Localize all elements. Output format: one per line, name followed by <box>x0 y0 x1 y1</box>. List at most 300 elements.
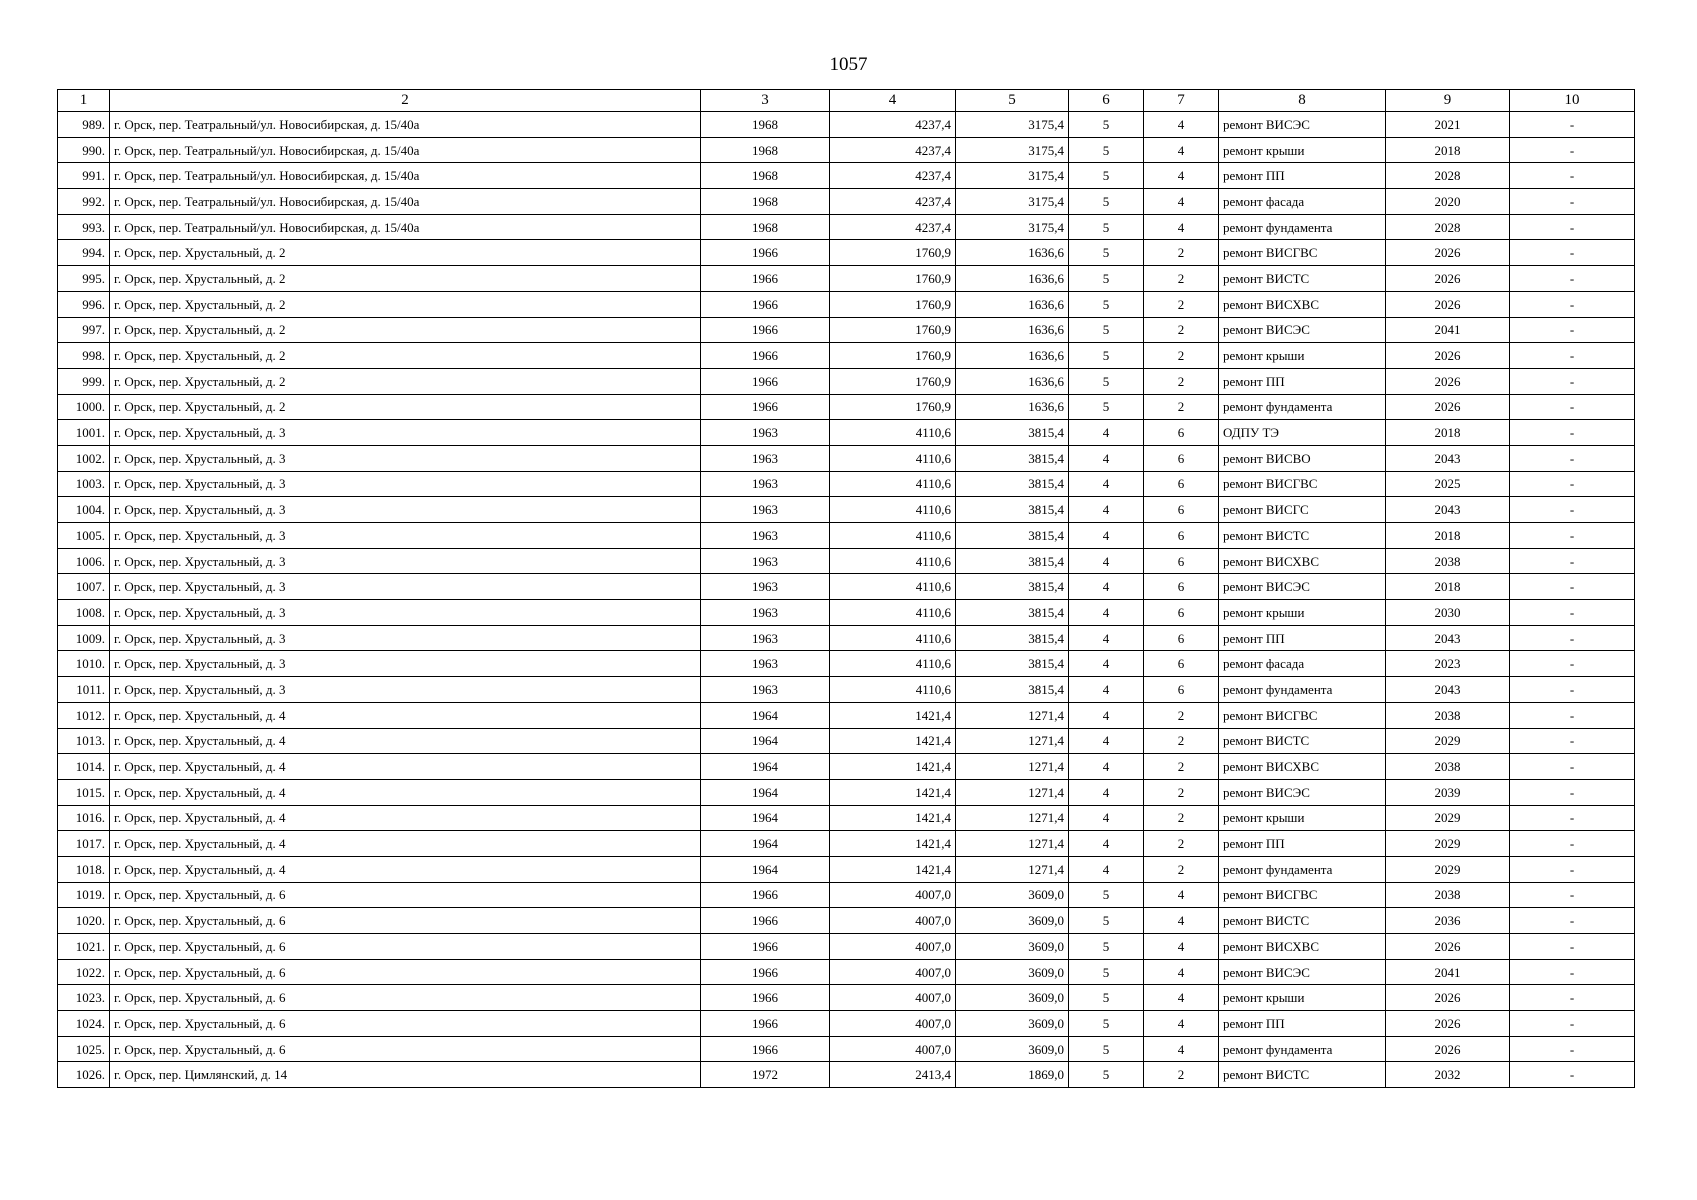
cell-year-built: 1964 <box>701 728 830 754</box>
cell-work-type: ОДПУ ТЭ <box>1219 420 1386 446</box>
table-row <box>58 625 1635 651</box>
cell-planned-year: 2026 <box>1386 1011 1510 1037</box>
cell-entrances: 6 <box>1144 574 1219 600</box>
cell-year-built: 1966 <box>701 291 830 317</box>
table-row <box>58 856 1635 882</box>
cell-work-type: ремонт ПП <box>1219 368 1386 394</box>
cell-planned-year: 2038 <box>1386 548 1510 574</box>
cell-entrances: 2 <box>1144 1062 1219 1088</box>
column-header-1: 1 <box>58 90 110 112</box>
cell-year-built: 1966 <box>701 266 830 292</box>
cell-year-built: 1963 <box>701 497 830 523</box>
cell-living-area: 1271,4 <box>956 831 1069 857</box>
page-number: 1057 <box>829 54 868 75</box>
cell-entrances: 4 <box>1144 934 1219 960</box>
cell-floors: 5 <box>1069 214 1144 240</box>
cell-total-area: 4110,6 <box>830 471 956 497</box>
table-row <box>58 266 1635 292</box>
cell-address: г. Орск, пер. Хрустальный, д. 4 <box>110 805 701 831</box>
cell-year-built: 1966 <box>701 1011 830 1037</box>
cell-row-number: 999. <box>58 368 110 394</box>
cell-planned-year: 2038 <box>1386 702 1510 728</box>
cell-living-area: 3609,0 <box>956 1011 1069 1037</box>
table-row <box>58 908 1635 934</box>
cell-planned-year: 2038 <box>1386 754 1510 780</box>
cell-total-area: 1421,4 <box>830 754 956 780</box>
cell-entrances: 6 <box>1144 445 1219 471</box>
cell-planned-year: 2018 <box>1386 420 1510 446</box>
cell-note: - <box>1510 497 1635 523</box>
cell-address: г. Орск, пер. Хрустальный, д. 4 <box>110 702 701 728</box>
cell-row-number: 1012. <box>58 702 110 728</box>
cell-entrances: 6 <box>1144 600 1219 626</box>
cell-total-area: 1421,4 <box>830 831 956 857</box>
cell-total-area: 1760,9 <box>830 343 956 369</box>
cell-note: - <box>1510 291 1635 317</box>
cell-year-built: 1964 <box>701 831 830 857</box>
cell-year-built: 1966 <box>701 985 830 1011</box>
cell-year-built: 1968 <box>701 214 830 240</box>
cell-living-area: 1271,4 <box>956 856 1069 882</box>
cell-work-type: ремонт ВИСЭС <box>1219 779 1386 805</box>
cell-note: - <box>1510 343 1635 369</box>
cell-work-type: ремонт крыши <box>1219 137 1386 163</box>
cell-work-type: ремонт фундамента <box>1219 1036 1386 1062</box>
cell-planned-year: 2026 <box>1386 266 1510 292</box>
cell-living-area: 1271,4 <box>956 702 1069 728</box>
cell-row-number: 1009. <box>58 625 110 651</box>
cell-address: г. Орск, пер. Хрустальный, д. 3 <box>110 497 701 523</box>
cell-living-area: 3609,0 <box>956 934 1069 960</box>
cell-total-area: 4237,4 <box>830 137 956 163</box>
cell-total-area: 2413,4 <box>830 1062 956 1088</box>
cell-year-built: 1972 <box>701 1062 830 1088</box>
cell-floors: 4 <box>1069 856 1144 882</box>
cell-entrances: 2 <box>1144 831 1219 857</box>
cell-note: - <box>1510 728 1635 754</box>
cell-note: - <box>1510 985 1635 1011</box>
cell-year-built: 1964 <box>701 856 830 882</box>
cell-living-area: 1636,6 <box>956 291 1069 317</box>
cell-work-type: ремонт ВИСЭС <box>1219 317 1386 343</box>
cell-entrances: 4 <box>1144 959 1219 985</box>
cell-address: г. Орск, пер. Хрустальный, д. 4 <box>110 779 701 805</box>
column-header-10: 10 <box>1510 90 1635 112</box>
cell-total-area: 4110,6 <box>830 574 956 600</box>
cell-note: - <box>1510 754 1635 780</box>
cell-year-built: 1966 <box>701 240 830 266</box>
cell-year-built: 1966 <box>701 959 830 985</box>
cell-note: - <box>1510 368 1635 394</box>
cell-entrances: 2 <box>1144 266 1219 292</box>
cell-work-type: ремонт ВИСХВС <box>1219 291 1386 317</box>
cell-floors: 5 <box>1069 266 1144 292</box>
cell-living-area: 1271,4 <box>956 754 1069 780</box>
cell-total-area: 1760,9 <box>830 266 956 292</box>
cell-row-number: 1018. <box>58 856 110 882</box>
cell-floors: 5 <box>1069 163 1144 189</box>
cell-planned-year: 2026 <box>1386 394 1510 420</box>
cell-floors: 4 <box>1069 728 1144 754</box>
cell-year-built: 1966 <box>701 368 830 394</box>
cell-total-area: 4237,4 <box>830 214 956 240</box>
table-row <box>58 368 1635 394</box>
cell-living-area: 1271,4 <box>956 779 1069 805</box>
cell-row-number: 992. <box>58 189 110 215</box>
cell-entrances: 2 <box>1144 805 1219 831</box>
cell-row-number: 1014. <box>58 754 110 780</box>
cell-entrances: 6 <box>1144 497 1219 523</box>
cell-total-area: 1760,9 <box>830 291 956 317</box>
cell-work-type: ремонт крыши <box>1219 343 1386 369</box>
cell-planned-year: 2028 <box>1386 214 1510 240</box>
column-header-6: 6 <box>1069 90 1144 112</box>
cell-row-number: 1000. <box>58 394 110 420</box>
cell-floors: 4 <box>1069 574 1144 600</box>
cell-year-built: 1966 <box>701 343 830 369</box>
cell-note: - <box>1510 779 1635 805</box>
cell-entrances: 2 <box>1144 856 1219 882</box>
cell-work-type: ремонт ВИСГВС <box>1219 240 1386 266</box>
table-row <box>58 805 1635 831</box>
cell-living-area: 1636,6 <box>956 343 1069 369</box>
cell-row-number: 1021. <box>58 934 110 960</box>
cell-row-number: 1019. <box>58 882 110 908</box>
cell-planned-year: 2043 <box>1386 445 1510 471</box>
table-row <box>58 137 1635 163</box>
cell-address: г. Орск, пер. Хрустальный, д. 6 <box>110 1011 701 1037</box>
cell-note: - <box>1510 445 1635 471</box>
cell-living-area: 1636,6 <box>956 266 1069 292</box>
cell-address: г. Орск, пер. Театральный/ул. Новосибирская, д. 15/40а <box>110 189 701 215</box>
cell-year-built: 1966 <box>701 882 830 908</box>
cell-work-type: ремонт ВИСГВС <box>1219 702 1386 728</box>
cell-year-built: 1963 <box>701 651 830 677</box>
cell-year-built: 1968 <box>701 137 830 163</box>
cell-address: г. Орск, пер. Хрустальный, д. 6 <box>110 1036 701 1062</box>
cell-planned-year: 2043 <box>1386 497 1510 523</box>
cell-work-type: ремонт ПП <box>1219 625 1386 651</box>
cell-note: - <box>1510 600 1635 626</box>
cell-year-built: 1963 <box>701 600 830 626</box>
cell-entrances: 4 <box>1144 112 1219 138</box>
cell-row-number: 996. <box>58 291 110 317</box>
cell-planned-year: 2029 <box>1386 831 1510 857</box>
cell-row-number: 1001. <box>58 420 110 446</box>
cell-work-type: ремонт фасада <box>1219 189 1386 215</box>
cell-row-number: 1022. <box>58 959 110 985</box>
cell-living-area: 3815,4 <box>956 471 1069 497</box>
cell-row-number: 1002. <box>58 445 110 471</box>
cell-floors: 4 <box>1069 651 1144 677</box>
cell-address: г. Орск, пер. Хрустальный, д. 4 <box>110 831 701 857</box>
cell-row-number: 995. <box>58 266 110 292</box>
cell-year-built: 1963 <box>701 677 830 703</box>
cell-address: г. Орск, пер. Хрустальный, д. 3 <box>110 523 701 549</box>
cell-row-number: 1006. <box>58 548 110 574</box>
table-row <box>58 728 1635 754</box>
cell-entrances: 4 <box>1144 882 1219 908</box>
cell-note: - <box>1510 805 1635 831</box>
cell-floors: 5 <box>1069 291 1144 317</box>
cell-total-area: 4110,6 <box>830 523 956 549</box>
cell-total-area: 4110,6 <box>830 600 956 626</box>
cell-entrances: 2 <box>1144 291 1219 317</box>
cell-floors: 4 <box>1069 523 1144 549</box>
cell-address: г. Орск, пер. Хрустальный, д. 4 <box>110 856 701 882</box>
table-row <box>58 445 1635 471</box>
table-row <box>58 1011 1635 1037</box>
column-header-3: 3 <box>701 90 830 112</box>
cell-living-area: 1636,6 <box>956 240 1069 266</box>
table-row <box>58 831 1635 857</box>
cell-year-built: 1964 <box>701 754 830 780</box>
cell-row-number: 1023. <box>58 985 110 1011</box>
cell-planned-year: 2030 <box>1386 600 1510 626</box>
cell-living-area: 3175,4 <box>956 214 1069 240</box>
cell-total-area: 4007,0 <box>830 1011 956 1037</box>
cell-address: г. Орск, пер. Театральный/ул. Новосибирская, д. 15/40а <box>110 163 701 189</box>
cell-total-area: 4007,0 <box>830 985 956 1011</box>
cell-planned-year: 2029 <box>1386 728 1510 754</box>
cell-year-built: 1966 <box>701 1036 830 1062</box>
table-row <box>58 420 1635 446</box>
cell-address: г. Орск, пер. Хрустальный, д. 3 <box>110 445 701 471</box>
cell-entrances: 4 <box>1144 163 1219 189</box>
cell-year-built: 1964 <box>701 805 830 831</box>
cell-floors: 5 <box>1069 1036 1144 1062</box>
cell-living-area: 1636,6 <box>956 394 1069 420</box>
cell-floors: 4 <box>1069 420 1144 446</box>
cell-floors: 4 <box>1069 754 1144 780</box>
cell-address: г. Орск, пер. Хрустальный, д. 4 <box>110 754 701 780</box>
cell-address: г. Орск, пер. Хрустальный, д. 3 <box>110 548 701 574</box>
cell-floors: 4 <box>1069 600 1144 626</box>
cell-planned-year: 2038 <box>1386 882 1510 908</box>
cell-planned-year: 2026 <box>1386 368 1510 394</box>
table-row <box>58 497 1635 523</box>
cell-work-type: ремонт крыши <box>1219 985 1386 1011</box>
cell-entrances: 4 <box>1144 189 1219 215</box>
cell-floors: 4 <box>1069 625 1144 651</box>
cell-year-built: 1963 <box>701 574 830 600</box>
cell-planned-year: 2041 <box>1386 317 1510 343</box>
cell-floors: 5 <box>1069 394 1144 420</box>
cell-total-area: 1421,4 <box>830 779 956 805</box>
cell-address: г. Орск, пер. Хрустальный, д. 3 <box>110 471 701 497</box>
cell-note: - <box>1510 112 1635 138</box>
cell-floors: 4 <box>1069 471 1144 497</box>
cell-living-area: 3175,4 <box>956 163 1069 189</box>
cell-total-area: 1760,9 <box>830 368 956 394</box>
cell-note: - <box>1510 959 1635 985</box>
cell-floors: 5 <box>1069 343 1144 369</box>
cell-work-type: ремонт ВИСТС <box>1219 728 1386 754</box>
cell-work-type: ремонт фундамента <box>1219 394 1386 420</box>
cell-address: г. Орск, пер. Хрустальный, д. 6 <box>110 959 701 985</box>
cell-living-area: 3609,0 <box>956 908 1069 934</box>
cell-entrances: 2 <box>1144 754 1219 780</box>
cell-address: г. Орск, пер. Хрустальный, д. 4 <box>110 728 701 754</box>
cell-total-area: 4007,0 <box>830 908 956 934</box>
table-row <box>58 394 1635 420</box>
table-row <box>58 317 1635 343</box>
cell-row-number: 1013. <box>58 728 110 754</box>
cell-address: г. Орск, пер. Театральный/ул. Новосибирская, д. 15/40а <box>110 112 701 138</box>
cell-note: - <box>1510 831 1635 857</box>
cell-entrances: 2 <box>1144 394 1219 420</box>
cell-work-type: ремонт ПП <box>1219 831 1386 857</box>
cell-address: г. Орск, пер. Хрустальный, д. 2 <box>110 368 701 394</box>
cell-row-number: 1010. <box>58 651 110 677</box>
cell-floors: 5 <box>1069 959 1144 985</box>
cell-entrances: 2 <box>1144 728 1219 754</box>
cell-note: - <box>1510 574 1635 600</box>
cell-planned-year: 2043 <box>1386 625 1510 651</box>
cell-floors: 4 <box>1069 548 1144 574</box>
cell-floors: 4 <box>1069 831 1144 857</box>
cell-note: - <box>1510 163 1635 189</box>
table-row <box>58 574 1635 600</box>
cell-address: г. Орск, пер. Хрустальный, д. 6 <box>110 985 701 1011</box>
cell-planned-year: 2026 <box>1386 985 1510 1011</box>
cell-entrances: 4 <box>1144 985 1219 1011</box>
cell-living-area: 3815,4 <box>956 497 1069 523</box>
cell-work-type: ремонт ПП <box>1219 163 1386 189</box>
cell-work-type: ремонт ВИСЭС <box>1219 574 1386 600</box>
cell-living-area: 1636,6 <box>956 317 1069 343</box>
cell-living-area: 3175,4 <box>956 137 1069 163</box>
cell-work-type: ремонт фундамента <box>1219 856 1386 882</box>
cell-address: г. Орск, пер. Хрустальный, д. 2 <box>110 394 701 420</box>
cell-entrances: 4 <box>1144 137 1219 163</box>
cell-year-built: 1966 <box>701 394 830 420</box>
cell-planned-year: 2039 <box>1386 779 1510 805</box>
register-table <box>57 89 1635 1088</box>
cell-floors: 4 <box>1069 497 1144 523</box>
cell-note: - <box>1510 702 1635 728</box>
cell-entrances: 2 <box>1144 779 1219 805</box>
cell-address: г. Орск, пер. Хрустальный, д. 2 <box>110 317 701 343</box>
cell-living-area: 3609,0 <box>956 882 1069 908</box>
cell-planned-year: 2021 <box>1386 112 1510 138</box>
cell-living-area: 3175,4 <box>956 112 1069 138</box>
cell-living-area: 3815,4 <box>956 651 1069 677</box>
cell-note: - <box>1510 523 1635 549</box>
cell-living-area: 3609,0 <box>956 1036 1069 1062</box>
cell-total-area: 4007,0 <box>830 934 956 960</box>
cell-planned-year: 2026 <box>1386 343 1510 369</box>
table-row <box>58 291 1635 317</box>
cell-floors: 5 <box>1069 934 1144 960</box>
cell-note: - <box>1510 1062 1635 1088</box>
cell-floors: 5 <box>1069 985 1144 1011</box>
table-row <box>58 677 1635 703</box>
table-row <box>58 754 1635 780</box>
cell-floors: 5 <box>1069 908 1144 934</box>
cell-note: - <box>1510 266 1635 292</box>
cell-row-number: 989. <box>58 112 110 138</box>
cell-address: г. Орск, пер. Театральный/ул. Новосибирская, д. 15/40а <box>110 137 701 163</box>
cell-entrances: 2 <box>1144 368 1219 394</box>
cell-floors: 5 <box>1069 882 1144 908</box>
cell-work-type: ремонт ВИСТС <box>1219 266 1386 292</box>
cell-total-area: 4110,6 <box>830 445 956 471</box>
cell-note: - <box>1510 908 1635 934</box>
cell-entrances: 6 <box>1144 677 1219 703</box>
table-row <box>58 240 1635 266</box>
column-header-8: 8 <box>1219 90 1386 112</box>
cell-year-built: 1968 <box>701 189 830 215</box>
cell-planned-year: 2023 <box>1386 651 1510 677</box>
cell-address: г. Орск, пер. Хрустальный, д. 6 <box>110 908 701 934</box>
column-header-9: 9 <box>1386 90 1510 112</box>
cell-living-area: 3815,4 <box>956 625 1069 651</box>
cell-note: - <box>1510 394 1635 420</box>
table-row <box>58 934 1635 960</box>
cell-address: г. Орск, пер. Хрустальный, д. 3 <box>110 600 701 626</box>
cell-row-number: 998. <box>58 343 110 369</box>
cell-work-type: ремонт ВИСТС <box>1219 908 1386 934</box>
cell-total-area: 4007,0 <box>830 959 956 985</box>
cell-note: - <box>1510 137 1635 163</box>
cell-living-area: 3609,0 <box>956 985 1069 1011</box>
cell-row-number: 1005. <box>58 523 110 549</box>
cell-row-number: 1020. <box>58 908 110 934</box>
cell-floors: 5 <box>1069 317 1144 343</box>
cell-planned-year: 2025 <box>1386 471 1510 497</box>
cell-note: - <box>1510 420 1635 446</box>
cell-total-area: 4110,6 <box>830 677 956 703</box>
cell-year-built: 1966 <box>701 934 830 960</box>
cell-total-area: 4007,0 <box>830 882 956 908</box>
cell-total-area: 1760,9 <box>830 240 956 266</box>
column-header-4: 4 <box>830 90 956 112</box>
column-header-2: 2 <box>110 90 701 112</box>
cell-row-number: 1024. <box>58 1011 110 1037</box>
cell-note: - <box>1510 856 1635 882</box>
cell-work-type: ремонт ВИСГС <box>1219 497 1386 523</box>
cell-row-number: 1003. <box>58 471 110 497</box>
cell-address: г. Орск, пер. Хрустальный, д. 2 <box>110 343 701 369</box>
table-row <box>58 163 1635 189</box>
cell-row-number: 1026. <box>58 1062 110 1088</box>
table-row <box>58 651 1635 677</box>
cell-work-type: ремонт ВИСТС <box>1219 1062 1386 1088</box>
cell-row-number: 1017. <box>58 831 110 857</box>
table-row <box>58 214 1635 240</box>
cell-total-area: 4237,4 <box>830 112 956 138</box>
cell-year-built: 1966 <box>701 317 830 343</box>
cell-total-area: 4237,4 <box>830 163 956 189</box>
cell-living-area: 3815,4 <box>956 600 1069 626</box>
cell-work-type: ремонт крыши <box>1219 805 1386 831</box>
cell-address: г. Орск, пер. Хрустальный, д. 3 <box>110 625 701 651</box>
cell-entrances: 6 <box>1144 523 1219 549</box>
cell-row-number: 993. <box>58 214 110 240</box>
cell-total-area: 1421,4 <box>830 805 956 831</box>
cell-planned-year: 2041 <box>1386 959 1510 985</box>
cell-year-built: 1968 <box>701 112 830 138</box>
cell-living-area: 3815,4 <box>956 445 1069 471</box>
cell-address: г. Орск, пер. Хрустальный, д. 6 <box>110 882 701 908</box>
cell-total-area: 1421,4 <box>830 702 956 728</box>
cell-floors: 4 <box>1069 805 1144 831</box>
cell-address: г. Орск, пер. Цимлянский, д. 14 <box>110 1062 701 1088</box>
cell-planned-year: 2026 <box>1386 291 1510 317</box>
cell-note: - <box>1510 548 1635 574</box>
cell-work-type: ремонт ПП <box>1219 1011 1386 1037</box>
